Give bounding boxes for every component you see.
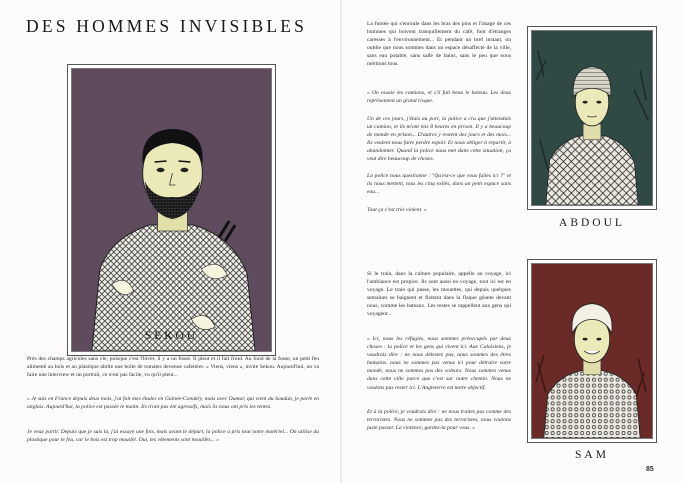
right-page — [342, 0, 684, 483]
sekou-quote-1: « Je suis en France depuis deux mois, j'ai fait mes études en Guinée-Conakry, mais avec Oumar, qui vient du Soudan, je parle en anglais. Aujourd'hui, la police est passée le matin. Ils n'ont pas été agressifs, mais ils nous ont pris les tentes. — [27, 396, 319, 411]
right-text-1: La fumée qui s'enroule dans les bras des pins et l'image de ces hommes qui boivent tranquillement du café, font d'étranges caresses à l'environnement... Et pendant un bref instant, on oublie que nous sommes dans un espace désaffecté de la ville, sans eau potable, sans salle de bains, sans le peu que nous méritons tous. — [367, 21, 511, 68]
sekou-portrait — [71, 68, 272, 352]
right-text-2: Si le train, dans la culture populaire, appelle au voyage, ici l'ambiance est propice. Ils sont aussi en voyage, tout ici est en voyage. Le train qui passe, les mouettes, qui depuis quelques semaines se baignent et flottent dans la flaque géante devant nous, comme les bateaux. Les restes se rappellent aux gens qui voyagent... — [367, 271, 511, 318]
page-number: 85 — [646, 466, 654, 473]
abdoul-caption: ABDOUL — [559, 217, 625, 229]
sekou-illustration — [72, 69, 271, 351]
abdoul-quote-2: Un de ces jours, j'étais au port, la police a cru que j'attendais un camion, et ils m'ont mis 8 heures en prison. Il y a beaucoup de monde en prison... D'autres y restent des jours et des mois... Ils veulent nous faire perdre espoir. Et nous obliger à repartir, à abandonner. Quand la police nous met dans cette situation, ça veut dire beaucoup de choses. — [367, 116, 511, 163]
abdoul-portrait-frame — [527, 26, 657, 210]
article-title: DES HOMMES INVISIBLES — [26, 16, 308, 36]
intro-paragraph: Près des champs agricoles sans vie, puisque c'est l'hiver, il y a un fossé. Il pleut et il fait froid. Au fond de la fosse, un petit feu alimenté au bois et au plastique abrite une boîte de tomates devenue cafetière. « Viens, viens », invite Sekou. Aujourd'hui, on va faire une interview et un portrait, ce n'est pas facile, vu qu'il pleut... — [27, 356, 319, 379]
abdoul-illustration — [532, 31, 652, 205]
abdoul-quote-3: La police nous questionne : "Qu'est-ce que vous faites ici ?" et ils nous mettent, tous les cinq exilés, dans un petit espace sans eau... — [367, 173, 511, 196]
sekou-portrait-frame — [67, 64, 276, 356]
sekou-caption: SEKOU — [144, 330, 199, 342]
sam-portrait-frame — [527, 259, 657, 443]
sam-quote-1: « Ici, nous les réfugiés, nous sommes préoccupés par deux choses : la police et les gens qui vivent ici. Aux Calaisiens, je voudrais dire : ne nous détestez pas, nous sommes des êtres humains. nous ne sommes pas venus ici pour détruire votre monde, nous ne sommes pas des voleurs. Nous sommes venus dans cette ville parce que c'est sur notre chemin. Nous ne voulons pas rester ici. L'Angleterre est notre objectif. — [367, 336, 511, 391]
sam-caption: SAM — [575, 449, 609, 461]
abdoul-portrait — [531, 30, 653, 206]
abdoul-quote-4: Tout ça c'est très violent. » — [367, 207, 427, 213]
sekou-quote-2: Je veux partir. Depuis que je suis là, j'ai essayé une fois, mais avant le départ, la police a pris tout notre matériel... On utilise du plastique pour le feu, car le bois est trop mouillé. Oui, les vêtements sont mouillés... » — [27, 429, 319, 444]
sam-illustration — [532, 264, 652, 438]
sam-portrait — [531, 263, 653, 439]
sam-quote-2: Et à la police, je voudrais dire : ne nous traitez pas comme des terroristes. Nous ne sommes pas des terroristes, nous voulons juste passer. La violence, gardez-la pour vous. » — [367, 409, 511, 432]
abdoul-quote-1: « On essaie les camions, et s'il fait beau le bateau. Les deux représentent un grand risque. — [367, 90, 511, 105]
